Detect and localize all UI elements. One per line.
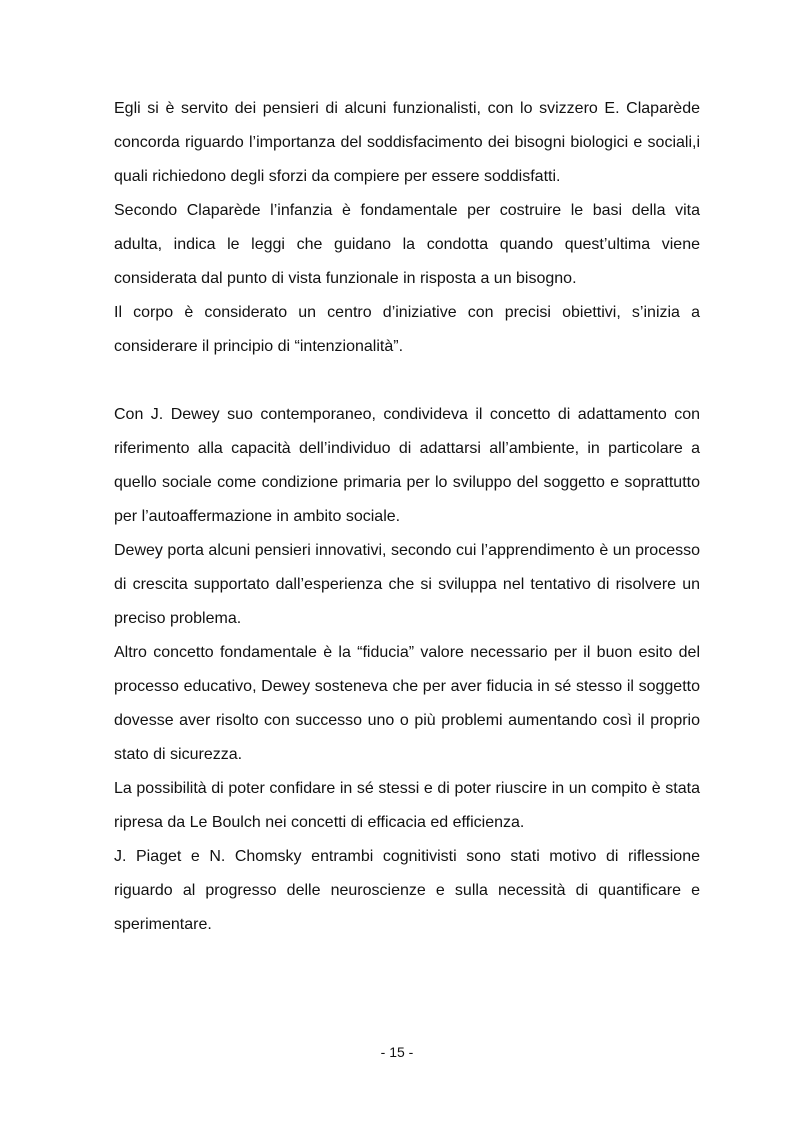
page-number: - 15 - (380, 1044, 414, 1060)
paragraph-claparede-childhood: Secondo Claparède l’infanzia è fondamentale per costruire le basi della vita adulta, indica le leggi che guidano la condotta quando quest’ultima viene considerata dal punto di vista funzionale in risposta a un bisogno. (114, 202, 700, 287)
paragraph-le-boulch: La possibilità di poter confidare in sé stessi e di poter riuscire in un compito è stata ripresa da Le Boulch nei concetti di efficacia ed efficienza. (114, 780, 700, 831)
paragraph-piaget-chomsky: J. Piaget e N. Chomsky entrambi cognitivisti sono stati motivo di riflessione riguardo al progresso delle neuroscienze e sulla necessità di quantificare e sperimentare. (114, 848, 700, 933)
paragraph-gap (114, 364, 700, 398)
paragraph-dewey-learning: Dewey porta alcuni pensieri innovativi, secondo cui l’apprendimento è un processo di crescita supportato dall’esperienza che si sviluppa nel tentativo di risolvere un preciso problema. (114, 542, 700, 627)
paragraph-dewey-adaptation: Con J. Dewey suo contemporaneo, condivideva il concetto di adattamento con riferimento alla capacità dell’individuo di adattarsi all’ambiente, in particolare a quello sociale come condizione primaria per lo sviluppo del soggetto e soprattutto per l’autoaffermazione in ambito sociale. (114, 406, 700, 525)
body-text (114, 92, 700, 942)
paragraph-trust: Altro concetto fondamentale è la “fiducia” valore necessario per il buon esito del processo educativo, Dewey sosteneva che per aver fiducia in sé stesso il soggetto dovesse aver risolto con successo uno o più problemi aumentando così il proprio stato di sicurezza. (114, 644, 700, 763)
paragraph-functionalists: Egli si è servito dei pensieri di alcuni funzionalisti, con lo svizzero E. Claparède concorda riguardo l’importanza del soddisfacimento dei bisogni biologici e sociali,i quali richiedono degli sforzi da compiere per essere soddisfatti. (114, 100, 700, 185)
paragraph-intentionality: Il corpo è considerato un centro d’iniziative con precisi obiettivi, s’inizia a considerare il principio di “intenzionalità”. (114, 304, 700, 355)
